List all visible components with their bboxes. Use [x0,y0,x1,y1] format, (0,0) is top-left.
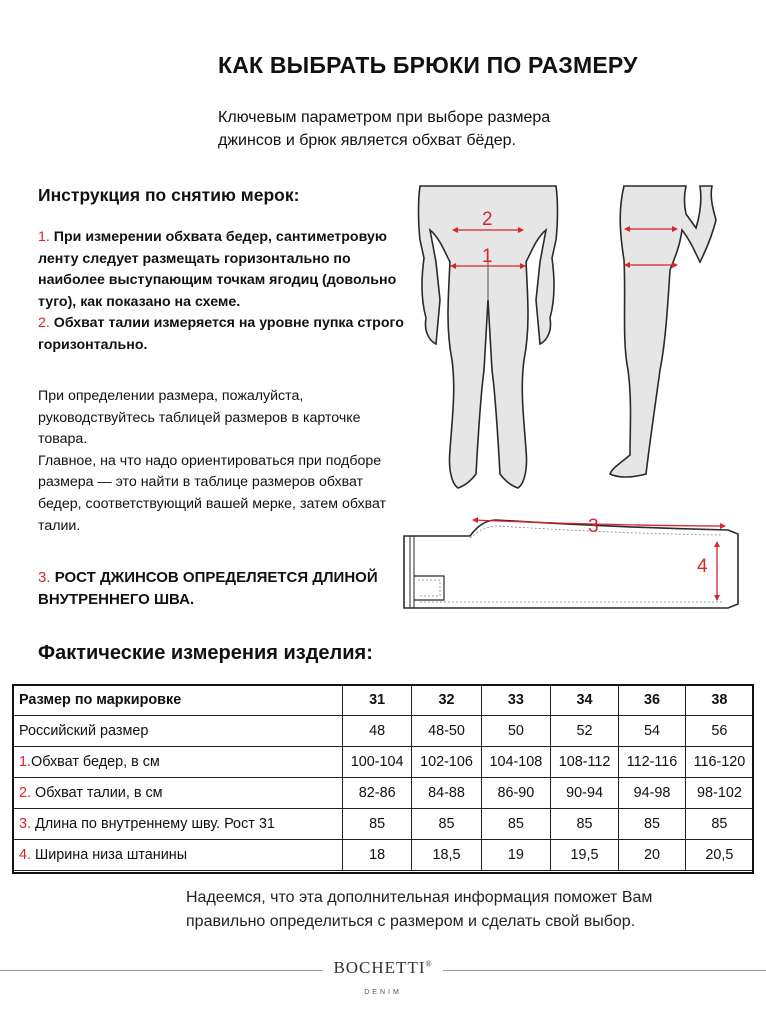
table-cell: 18 [343,840,412,871]
table-cell: 85 [412,809,481,840]
table-cell: 50 [481,716,550,747]
item-1-text: При измерении обхвата бедер, сантиметровую ленту следует размещать горизонтально по наиболее выступающим точкам ягодиц (довольно туго), как показано на схеме. [38,229,397,310]
row-number: 3. [19,816,32,832]
table-cell: 86-90 [481,778,550,809]
table-cell: 98-102 [685,778,753,809]
table-cell: 84-88 [412,778,481,809]
size-note-2: Главное, на что надо ориентироваться при подборе размера — это найти в таблице размеров обхват бедер, соответствующий вашей мерке, затем обхват талии. [38,452,387,534]
table-cell: 20 [619,840,686,871]
brand-subtitle: DENIM [364,989,402,996]
footer-note [186,886,746,934]
header-cell: 31 [343,685,412,716]
header-cell: 34 [551,685,619,716]
brand-name: BOCHETTI [333,958,426,977]
row-label: 3. Длина по внутреннему шву. Рост 31 [13,809,343,840]
table-cell: 48-50 [412,716,481,747]
page-title: КАК ВЫБРАТЬ БРЮКИ ПО РАЗМЕРУ [218,52,638,78]
table-cell: 48 [343,716,412,747]
table-cell: 85 [551,809,619,840]
arrow-left-3 [472,517,478,523]
measurements-heading: Фактические измерения изделия: [38,642,373,664]
header-cell: 36 [619,685,686,716]
item-2-text: Обхват талии измеряется на уровне пупка строго горизонтально. [38,315,404,353]
table-cell: 108-112 [551,747,619,778]
item-3-number: 3. [38,569,51,586]
measure-label-4: 4 [697,556,708,577]
table-row [13,809,754,840]
item-1-number: 1. [38,229,50,245]
size-note-1: При определении размера, пожалуйста, руководствуйтесь таблицей размеров в карточке товара. [38,388,361,448]
jeans-outline [404,520,738,608]
table-cell: 19 [481,840,550,871]
table-cell: 54 [619,716,686,747]
item-2-number: 2. [38,315,50,332]
table-cell: 116-120 [685,747,753,778]
table-cell: 85 [343,809,412,840]
table-row [13,840,754,871]
instructions-heading: Инструкция по снятию мерок: [38,185,300,205]
table-row [13,778,754,809]
row-label: 4. Ширина низа штанины [13,840,343,871]
header-cell: 33 [481,685,550,716]
size-table [12,684,754,871]
item-3-text: РОСТ ДЖИНСОВ ОПРЕДЕЛЯЕТСЯ ДЛИНОЙ ВНУТРЕННЕГО ШВА. [38,569,378,608]
table-cell: 18,5 [412,840,481,871]
table-cell: 104-108 [481,747,550,778]
table-cell: 102-106 [412,747,481,778]
subtitle-line-2: джинсов и брюк является обхват бёдер. [218,132,516,149]
footer-line-1: Надеемся, что эта дополнительная информация поможет Вам [186,889,653,906]
subtitle-line-1: Ключевым параметром при выборе размера [218,109,551,126]
row-number: 4. [19,847,32,863]
header-cell: 32 [412,685,481,716]
header-label: Размер по маркировке [13,685,343,716]
table-cell: 56 [685,716,753,747]
header-cell: 38 [685,685,753,716]
measure-label-3: 3 [588,516,599,537]
table-cell: 112-116 [619,747,686,778]
table-cell: 94-98 [619,778,686,809]
row-label: 2. Обхват талии, в см [13,778,343,809]
table-row [13,716,754,747]
table-cell: 52 [551,716,619,747]
arrow-right-3 [720,523,726,529]
brand-logo [0,958,766,978]
table-cell: 19,5 [551,840,619,871]
row-label: Российский размер [13,716,343,747]
row-number: 1. [19,754,32,770]
footer-line-2: правильно определиться с размером и сделать свой выбор. [186,913,636,930]
table-cell: 82-86 [343,778,412,809]
table-cell: 85 [481,809,550,840]
row-label: 1.Обхват бедер, в см [13,747,343,778]
table-cell: 90-94 [551,778,619,809]
table-row [13,747,754,778]
table-cell: 20,5 [685,840,753,871]
registered-mark: ® [425,959,433,969]
measure-label-2: 2 [482,209,493,230]
row-number: 2. [19,785,32,801]
table-cell: 85 [619,809,686,840]
table-header-row [13,685,754,716]
measure-label-1: 1 [482,246,493,267]
table-cell: 85 [685,809,753,840]
table-cell: 100-104 [343,747,412,778]
